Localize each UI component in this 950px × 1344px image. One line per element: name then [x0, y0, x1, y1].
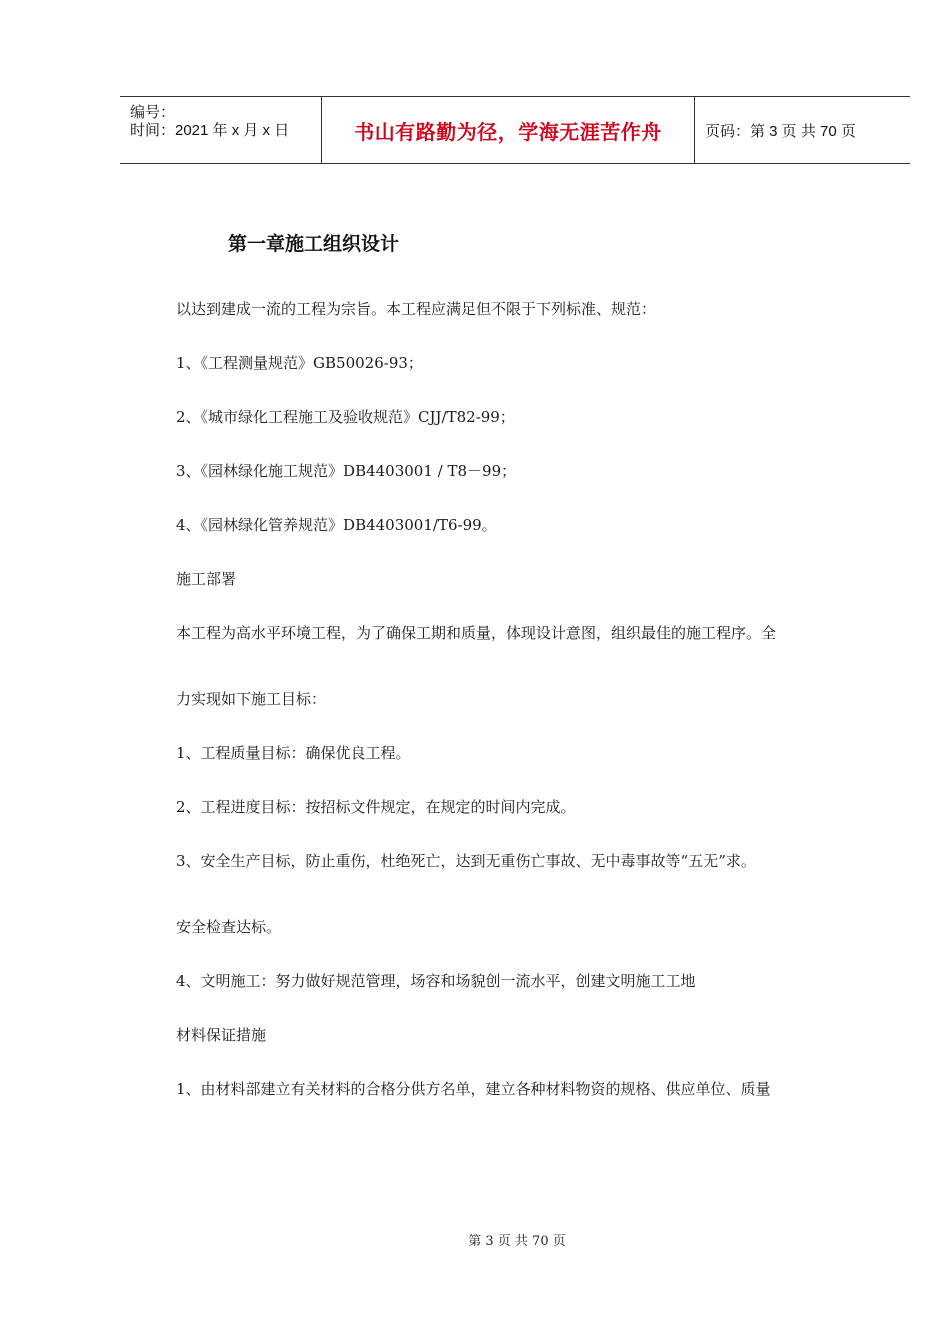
body-paragraph: 安全检查达标。: [176, 918, 282, 936]
body-paragraph: 力实现如下施工目标：: [176, 690, 327, 708]
standard-item: 4、《园林绿化管养规范》DB4403001/T6-99。: [176, 516, 497, 534]
goal-item: 2、工程进度目标：按招标文件规定，在规定的时间内完成。: [176, 798, 576, 816]
number-label: 编号：: [130, 104, 176, 121]
document-header: [120, 96, 910, 164]
section-heading: 施工部署: [176, 570, 237, 588]
page-footer: 第 3 页 共 70 页: [468, 1234, 566, 1249]
goal-item: 1、工程质量目标：确保优良工程。: [176, 744, 411, 762]
header-motto: 书山有路勤为径，学海无涯苦作舟: [354, 119, 662, 144]
standard-item: 1、《工程测量规范》GB50026-93；: [176, 354, 423, 372]
standard-item: 3、《园林绿化施工规范》DB4403001 / T8－99；: [176, 462, 517, 480]
goal-item: 4、文明施工：努力做好规范管理，场容和场貌创一流水平，创建文明施工工地: [176, 972, 696, 990]
section-heading: 材料保证措施: [176, 1026, 267, 1044]
standard-item: 2、《城市绿化工程施工及验收规范》CJJ/T82-99；: [176, 408, 515, 426]
time-label: 时间：2021 年 x 月 x 日: [130, 122, 290, 139]
header-meta: [120, 97, 321, 163]
goal-item: 3、安全生产目标，防止重伤，杜绝死亡，达到无重伤亡事故、无中毒事故等“五无”求。: [176, 852, 756, 870]
body-paragraph: 1、由材料部建立有关材料的合格分供方名单，建立各种材料物资的规格、供应单位、质量: [176, 1080, 771, 1098]
chapter-title: 第一章施工组织设计: [228, 233, 400, 255]
header-page-number: 页码：第 3 页 共 70 页: [705, 122, 856, 140]
body-paragraph: 本工程为高水平环境工程，为了确保工期和质量，体现设计意图，组织最佳的施工程序。全: [176, 624, 777, 642]
body-paragraph: 以达到建成一流的工程为宗旨。本工程应满足但不限于下列标准、规范：: [176, 300, 657, 318]
